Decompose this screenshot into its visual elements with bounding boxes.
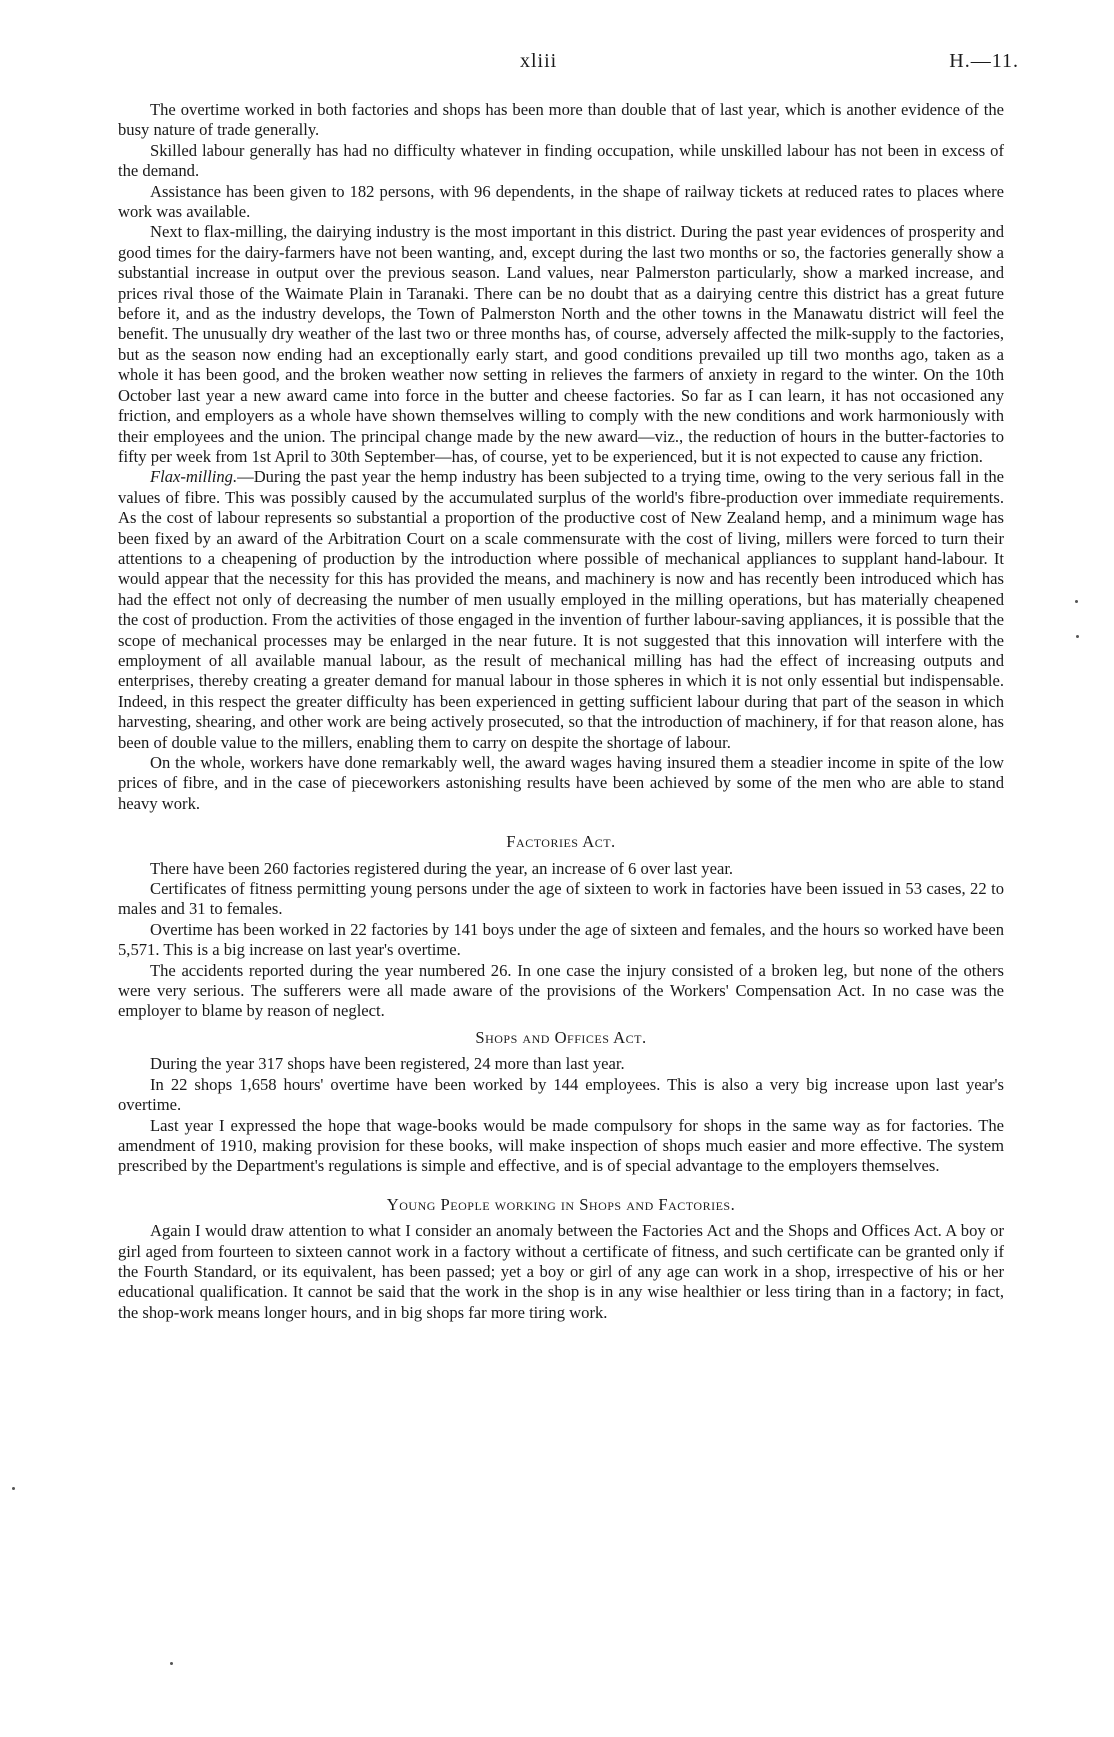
margin-speck — [1075, 600, 1078, 603]
paragraph-on-the-whole: On the whole, workers have done remarkably well, the award wages having insured them a steadier income in spite of the low prices of fibre, and in the case of pieceworkers astonishing results have been achieved by some of the men who are able to stand heavy work. — [118, 753, 1004, 813]
paragraph-dairying: Next to flax-milling, the dairying industry is the most important in this district. During the past year evidences of prosperity and good times for the dairy-farmers have not been wanting, and, except during the last two months or so, the factories generally show a substantial increase in output over the previous season. Land values, near Palmerston particularly, show a marked increase, and prices rival those of the Waimate Plain in Taranaki. There can be no doubt that as a dairying centre this district has a great future before it, and as the industry develops, the Town of Palmerston North and the other towns in the Manawatu district will feel the benefit. The unusually dry weather of the last two or three months has, of course, adversely affected the milk-supply to the factories, but as the season now ending had an exceptionally early start, and good conditions prevailed up till two months ago, taken as a whole it has been good, and the broken weather now setting in relieves the farmers of anxiety in regard to the winter. On the 10th October last year a new award came into force in the butter and cheese factories. So far as I can learn, it has not occasioned any friction, and employers as a whole have shown themselves willing to comply with the new conditions and work harmoniously with their employees and the union. The principal change made by the new award—viz., the reduction of hours in the butter-factories to fifty per week from 1st April to 30th September—has, of course, yet to be experienced, but it is not expected to cause any friction. — [118, 222, 1004, 466]
paragraph-assistance: Assistance has been given to 182 persons, with 96 dependents, in the shape of railway tickets at reduced rates to places where work was available. — [118, 181, 1004, 222]
margin-speck — [12, 1487, 15, 1490]
paragraph-skilled-labour: Skilled labour generally has had no difficulty whatever in finding occupation, while unskilled labour has not been in excess of the demand. — [118, 140, 1004, 181]
paragraph-shops-registered: During the year 317 shops have been registered, 24 more than last year. — [150, 1054, 625, 1074]
paragraph-wage-books: Last year I expressed the hope that wage-books would be made compulsory for shops in the same way as for factories. The amendment of 1910, making provision for these books, will make inspection of shops much easier and more effective. The system prescribed by the Department's regulations is simple and effective, and is of special advantage to the employers themselves. — [118, 1115, 1004, 1176]
document-code: H.—11. — [949, 50, 1019, 72]
document-body — [118, 100, 1004, 1323]
margin-speck — [1076, 635, 1079, 638]
page-header — [0, 50, 1114, 80]
paragraph-certificates: Certificates of fitness permitting young persons under the age of sixteen to work in factories have been issued in 53 cases, 22 to males and 31 to females. — [118, 879, 1004, 919]
flax-milling-title: Flax-milling. — [150, 467, 238, 487]
shops-offices-act-heading: Shops and Offices Act. — [475, 1027, 647, 1047]
paragraph-factories-registered: There have been 260 factories registered during the year, an increase of 6 over last year. — [150, 858, 734, 878]
paragraph-factory-overtime: Overtime has been worked in 22 factories by 141 boys under the age of sixteen and females, and the hours so worked have been 5,571. This is a big increase on last year's overtime. — [118, 919, 1004, 960]
paragraph-flax-milling — [118, 467, 1004, 753]
young-people-heading: Young People working in Shops and Factories. — [386, 1194, 736, 1214]
flax-milling-text: —During the past year the hemp industry has been subjected to a trying time, owing to the very serious fall in the values of fibre. This was possibly caused by the accumulated surplus of the world's fibre-production over immediate requirements. As the cost of labour represents so substantial a proportion of the productive cost of New Zealand hemp, and a minimum wage has been fixed by an award of the Arbitration Court on a scale commensurate with the cost of living, millers were forced to turn their attentions to a cheapening of production by the introduction where possible of mechanical appliances to supplant hand-labour. It would appear that the necessity for this has provided the means, and machinery is now and has recently been introduced which has had the effect not only of decreasing the number of men usually employed in the milling operations, but has materially cheapened the cost of production. From the activities of those engaged in the invention of further labour-saving appliances, it is possible that the scope of mechanical processes may be enlarged in the near future. It is not suggested that this innovation will interfere with the employment of all available manual labour, as the result of mechanical milling has had the effect of increasing outputs and enterprises, thereby creating a greater demand for manual labour in those spheres in which it is not only essential but indispensable. Indeed, in this respect the greater difficulty has been experienced in getting sufficient labour during that part of the season in which harvesting, shearing, and other work are being actively prosecuted, so that the introduction of machinery, if for that reason alone, has been of double value to the millers, enabling them to carry on despite the shortage of labour. — [118, 467, 1004, 752]
page-number: xliii — [520, 50, 558, 72]
factories-act-heading: Factories Act. — [506, 832, 616, 852]
paragraph-shops-overtime: In 22 shops 1,658 hours' overtime have been worked by 144 employees. This is also a very big increase upon last year's overtime. — [118, 1074, 1004, 1115]
paragraph-accidents: The accidents reported during the year numbered 26. In one case the injury consisted of a broken leg, but none of the others were very serious. The sufferers were all made aware of the provisions of the Workers' Compensation Act. In no case was the employer to blame by reason of neglect. — [118, 960, 1004, 1021]
paragraph-anomaly: Again I would draw attention to what I consider an anomaly between the Factories Act and the Shops and Offices Act. A boy or girl aged from fourteen to sixteen cannot work in a factory without a certificate of fitness, and such certificate can be granted only if the Fourth Standard, or its equivalent, has been passed; yet a boy or girl of any age can work in a shop, irrespective of his or her educational qualification. It cannot be said that the work in the shop is in any wise healthier or less tiring than in a factory; in fact, the shop-work means longer hours, and in big shops far more tiring work. — [118, 1221, 1004, 1322]
margin-speck — [170, 1662, 173, 1665]
paragraph-overtime: The overtime worked in both factories and shops has been more than double that of last year, which is another evidence of the busy nature of trade generally. — [118, 100, 1004, 140]
